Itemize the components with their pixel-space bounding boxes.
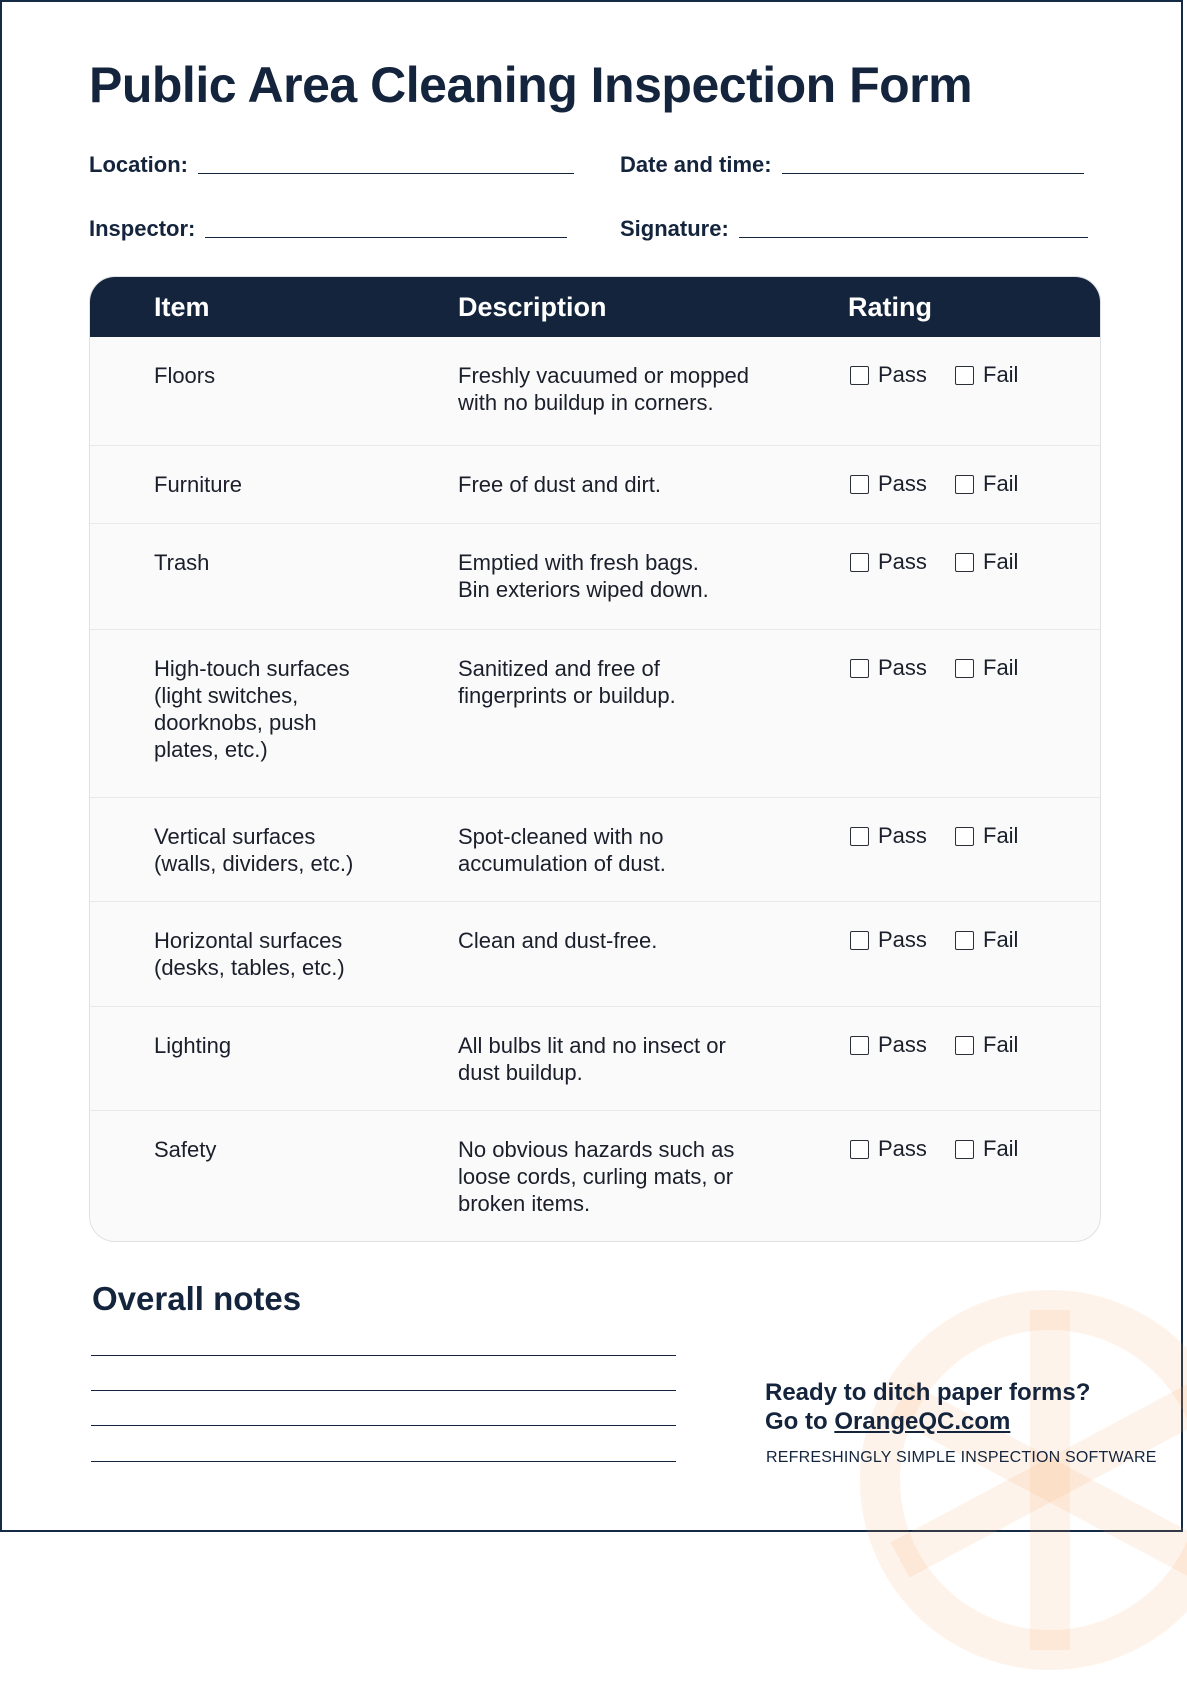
table-row	[90, 1006, 1100, 1111]
fail-checkbox[interactable]	[955, 1136, 1018, 1162]
location-field	[89, 152, 574, 178]
row-description: Free of dust and dirt.	[458, 472, 661, 497]
date-time-field	[620, 152, 1084, 178]
location-input-line[interactable]	[198, 172, 574, 174]
fail-checkbox-box[interactable]	[955, 1036, 974, 1055]
table-row	[90, 629, 1100, 798]
fail-checkbox-box[interactable]	[955, 475, 974, 494]
row-description: Freshly vacuumed or mopped with no buildup in corners.	[458, 363, 750, 415]
date-time-label: Date and time:	[620, 152, 772, 177]
orangeqc-link[interactable]: OrangeQC.com	[834, 1408, 1011, 1435]
row-description: Sanitized and free of fingerprints or buildup.	[458, 656, 676, 708]
pass-checkbox[interactable]	[850, 655, 927, 681]
pass-checkbox[interactable]	[850, 1136, 927, 1162]
inspector-input-line[interactable]	[205, 236, 567, 238]
fail-checkbox-box[interactable]	[955, 659, 974, 678]
inspector-field	[89, 216, 567, 242]
table-row	[90, 445, 1100, 524]
row-item: Horizontal surfaces (desks, tables, etc.)	[154, 928, 345, 980]
fail-checkbox[interactable]	[955, 927, 1018, 953]
inspector-label: Inspector:	[89, 216, 196, 241]
location-label: Location:	[89, 152, 188, 177]
promo-link-line	[765, 1407, 1010, 1437]
pass-checkbox[interactable]	[850, 471, 927, 497]
table-row	[90, 337, 1100, 445]
table-row	[90, 523, 1100, 630]
header-description: Description	[458, 292, 607, 322]
pass-checkbox[interactable]	[850, 362, 927, 388]
date-time-input-line[interactable]	[782, 172, 1084, 174]
pass-label: Pass	[878, 823, 927, 848]
overall-notes-title: Overall notes	[92, 1280, 302, 1317]
pass-checkbox-box[interactable]	[850, 553, 869, 572]
fail-label: Fail	[983, 823, 1019, 848]
row-item: Furniture	[154, 472, 243, 497]
fail-checkbox[interactable]	[955, 1032, 1018, 1058]
fail-checkbox[interactable]	[955, 655, 1018, 681]
pass-checkbox-box[interactable]	[850, 1036, 869, 1055]
fail-checkbox[interactable]	[955, 549, 1018, 575]
pass-checkbox[interactable]	[850, 823, 927, 849]
row-description: Emptied with fresh bags. Bin exteriors wiped down.	[458, 550, 709, 602]
fail-checkbox-box[interactable]	[955, 1140, 974, 1159]
pass-label: Pass	[878, 549, 927, 574]
pass-checkbox[interactable]	[850, 927, 927, 953]
table-row	[90, 901, 1100, 1007]
row-item: Floors	[154, 363, 216, 388]
fail-checkbox-box[interactable]	[955, 553, 974, 572]
fail-checkbox-box[interactable]	[955, 827, 974, 846]
fail-label: Fail	[983, 1136, 1019, 1161]
notes-line[interactable]	[91, 1425, 676, 1426]
pass-label: Pass	[878, 362, 927, 387]
pass-checkbox[interactable]	[850, 1032, 927, 1058]
inspection-table	[89, 276, 1101, 1242]
pass-label: Pass	[878, 655, 927, 680]
notes-line[interactable]	[91, 1390, 676, 1391]
row-item: Vertical surfaces (walls, dividers, etc.)	[154, 824, 354, 876]
header-item: Item	[154, 292, 210, 322]
fail-checkbox-box[interactable]	[955, 366, 974, 385]
row-description: No obvious hazards such as loose cords, curling mats, or broken items.	[458, 1137, 735, 1216]
pass-checkbox-box[interactable]	[850, 366, 869, 385]
fail-label: Fail	[983, 927, 1019, 952]
pass-label: Pass	[878, 1032, 927, 1057]
fail-label: Fail	[983, 549, 1019, 574]
row-item: Lighting	[154, 1033, 232, 1058]
notes-line[interactable]	[91, 1461, 676, 1462]
page-title: Public Area Cleaning Inspection Form	[89, 57, 973, 113]
fail-label: Fail	[983, 655, 1019, 680]
row-description: Clean and dust-free.	[458, 928, 658, 953]
notes-line[interactable]	[91, 1355, 676, 1356]
pass-label: Pass	[878, 1136, 927, 1161]
pass-checkbox-box[interactable]	[850, 931, 869, 950]
fail-label: Fail	[983, 1032, 1019, 1057]
table-row	[90, 1110, 1100, 1242]
pass-checkbox[interactable]	[850, 549, 927, 575]
fail-label: Fail	[983, 362, 1019, 387]
promo-headline: Ready to ditch paper forms?	[765, 1379, 1091, 1406]
pass-label: Pass	[878, 927, 927, 952]
pass-label: Pass	[878, 471, 927, 496]
row-item: Safety	[154, 1137, 217, 1162]
pass-checkbox-box[interactable]	[850, 827, 869, 846]
row-item: High-touch surfaces (light switches, doorknobs, push plates, etc.)	[154, 656, 350, 762]
fail-checkbox-box[interactable]	[955, 931, 974, 950]
header-rating: Rating	[848, 292, 932, 322]
pass-checkbox-box[interactable]	[850, 475, 869, 494]
orangeqc-watermark-icon	[840, 1270, 1187, 1690]
row-description: Spot-cleaned with no accumulation of dust.	[458, 824, 666, 876]
fail-checkbox[interactable]	[955, 471, 1018, 497]
table-header	[90, 277, 1100, 337]
row-description: All bulbs lit and no insect or dust buildup.	[458, 1033, 726, 1085]
pass-checkbox-box[interactable]	[850, 1140, 869, 1159]
table-row	[90, 797, 1100, 902]
fail-label: Fail	[983, 471, 1019, 496]
promo-tagline: REFRESHINGLY SIMPLE INSPECTION SOFTWARE	[766, 1449, 1157, 1466]
pass-checkbox-box[interactable]	[850, 659, 869, 678]
row-item: Trash	[154, 550, 210, 575]
fail-checkbox[interactable]	[955, 362, 1018, 388]
promo-link-prefix: Go to	[765, 1408, 835, 1435]
fail-checkbox[interactable]	[955, 823, 1018, 849]
signature-label: Signature:	[620, 216, 729, 241]
signature-field	[620, 216, 1088, 242]
signature-input-line[interactable]	[739, 236, 1088, 238]
